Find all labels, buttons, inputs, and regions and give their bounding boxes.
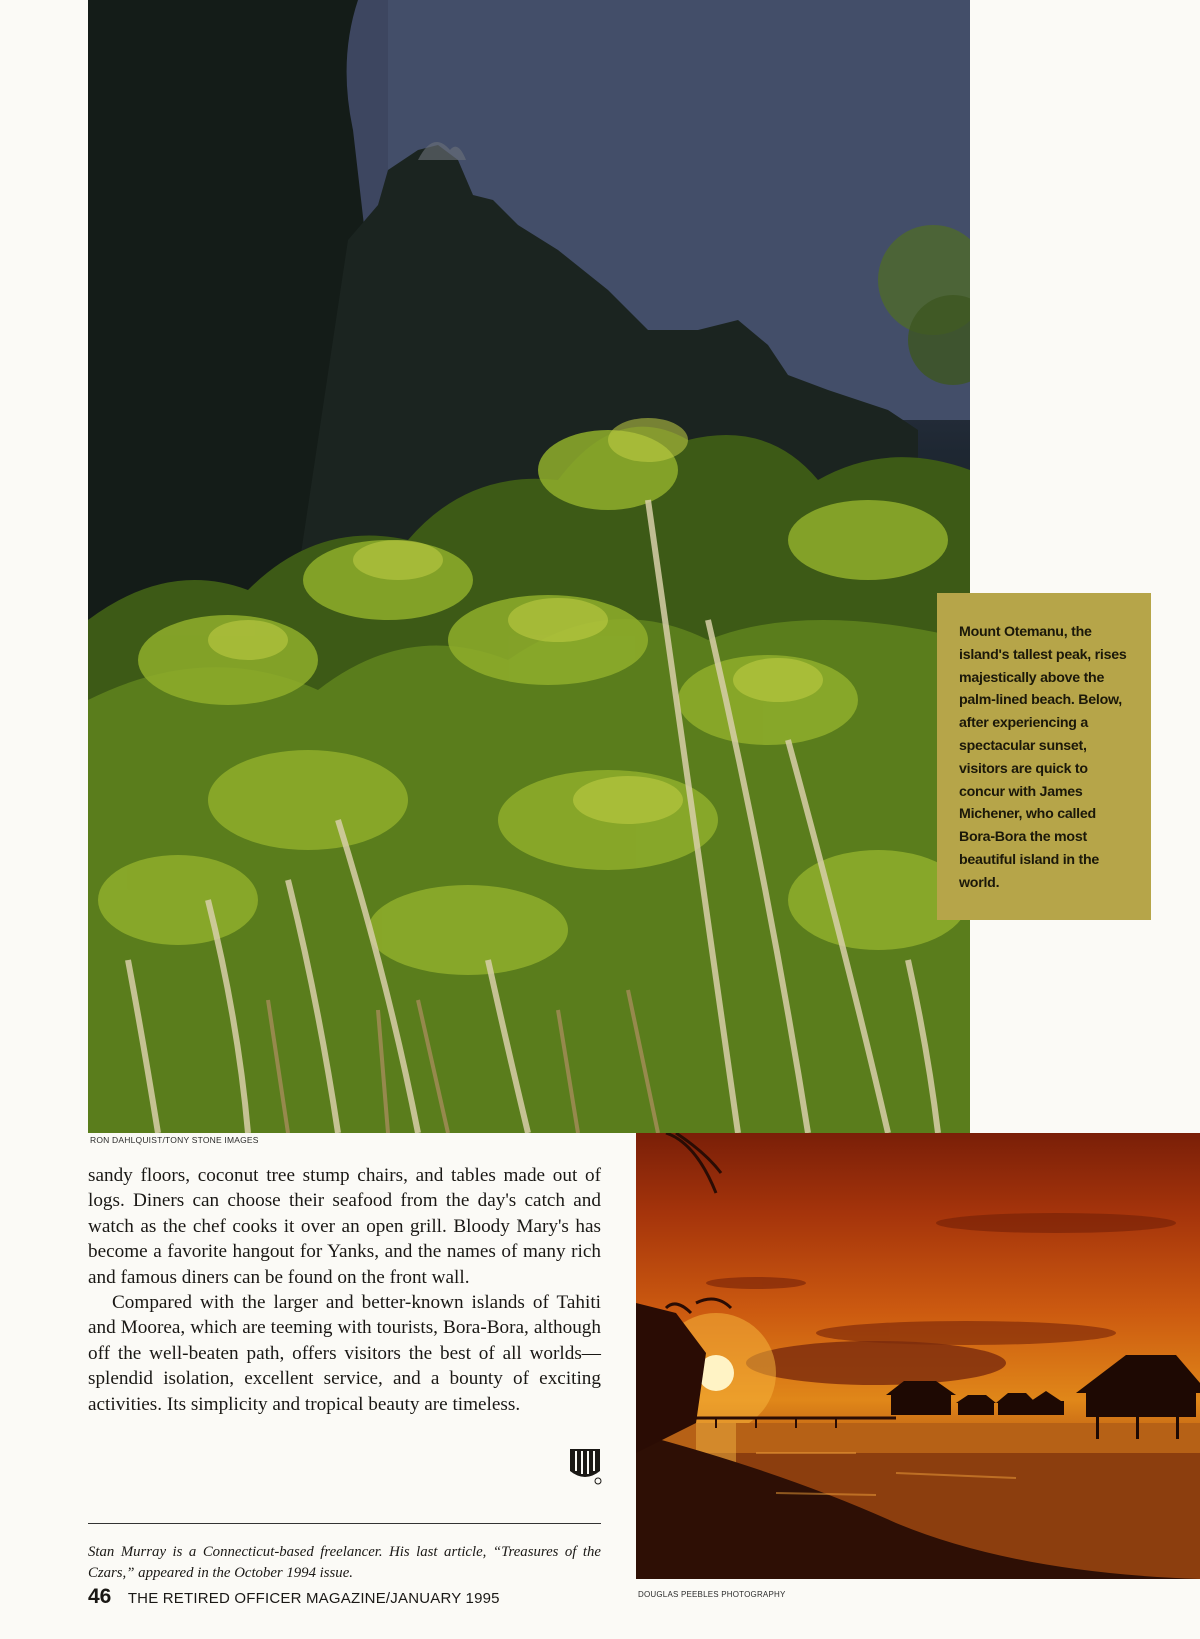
running-title: THE RETIRED OFFICER MAGAZINE/JANUARY 1995 [127,1590,500,1607]
author-bio: Stan Murray is a Connecticut-based freelancer. His last article, “Treasures of the Czars,” appeared in the October 1994 issue. [88,1543,601,1581]
page-footer [88,1585,500,1609]
bottom-photo-credit: DOUGLAS PEEBLES PHOTOGRAPHY [638,1590,786,1599]
bio-divider [88,1523,601,1524]
article-body [88,1163,601,1417]
end-of-article-icon [568,1447,602,1485]
top-photo-credit: RON DAHLQUIST/TONY STONE IMAGES [90,1135,259,1145]
sunset-photo [636,1133,1200,1579]
photo-caption-box [937,593,1151,920]
article-paragraph-2: Compared with the larger and better-known islands of Tahiti and Moorea, which are teeming with tourists, Bora-Bora, although off the well-beaten path, offers visitors the best of all worlds—splendid isolation, excellent service, and a bounty of exciting activities. Its simplicity and tropical beauty are timeless. [88,1292,601,1415]
photo-caption: Mount Otemanu, the island's tallest peak, rises majestically above the palm-lined beach. Below, after experiencing a spectacular sunset, visitors are quick to concur with James Michener, who called Bora-Bora the most beautiful island in the world. [959,624,1127,891]
mount-otemanu-photo [88,0,970,1133]
page-number: 46 [88,1585,112,1608]
article-paragraph-1: sandy floors, coconut tree stump chairs, and tables made out of logs. Diners can choose their seafood from the day's catch and watch as the chef cooks it over an open grill. Bloody Mary's has become a favorite hangout for Yanks, and the names of many rich and famous diners can be found on the front wall. [88,1165,601,1288]
